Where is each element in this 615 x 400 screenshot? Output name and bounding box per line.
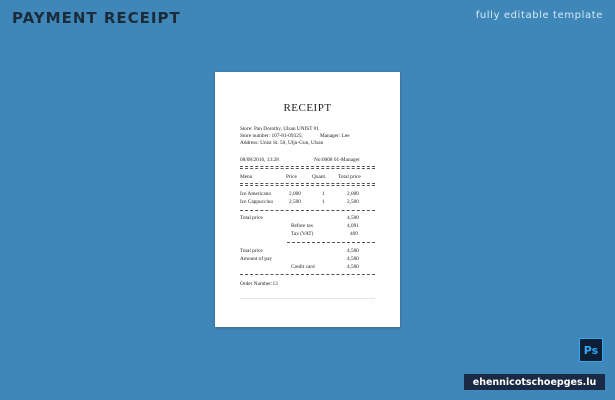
receipt-title: RECEIPT <box>283 102 332 114</box>
item-total: 2,500 <box>347 199 359 205</box>
divider <box>240 168 375 169</box>
store-address: Address: Unist St. 50, Ulju-Gun, Ulsan <box>240 140 324 146</box>
divider <box>240 183 375 184</box>
item-menu: Ice Cappuccino <box>240 199 274 205</box>
item-quantity: 1 <box>322 191 325 197</box>
receipt-datetime: 08/08/2016, 13:28 <box>240 157 279 163</box>
divider <box>240 185 375 186</box>
credit-value: 4,500 <box>347 264 359 270</box>
photoshop-icon: Ps <box>579 338 603 362</box>
before-tax-value: 4,091 <box>347 223 359 229</box>
total-price-value: 4,500 <box>347 248 359 254</box>
amount-value: 4,500 <box>347 256 359 262</box>
column-menu: Menu <box>240 174 253 180</box>
credit-label: Credit card <box>291 264 315 270</box>
column-quantity: Quant. <box>312 174 327 180</box>
item-quantity: 1 <box>322 199 325 205</box>
total-price-label: Total price <box>240 248 263 254</box>
item-total: 2,000 <box>347 191 359 197</box>
divider <box>240 274 375 275</box>
before-tax-label: Before tax <box>291 223 314 229</box>
order-number: Order Number:13 <box>240 281 278 287</box>
total-price-label: Total price <box>240 215 263 221</box>
watermark-banner: ehennicotschoepges.lu <box>464 374 605 390</box>
manager: Manager: Lee <box>320 133 350 139</box>
receipt-number: No:0068 01-Manager <box>314 157 360 163</box>
divider <box>240 166 375 167</box>
page-title: PAYMENT RECEIPT <box>12 9 181 27</box>
receipt-card <box>215 72 400 327</box>
tax-label: Tax (VAT) <box>291 231 314 237</box>
store-line: Store: Pan Dorothy, Ulsan UNIST #1 <box>240 126 320 132</box>
item-menu: Ice Americano <box>240 191 272 197</box>
store-number: Store number: 107-81-09325, <box>240 133 303 139</box>
column-total: Total price <box>338 174 361 180</box>
divider <box>240 298 375 299</box>
total-price-value: 4,500 <box>347 215 359 221</box>
divider <box>287 242 375 243</box>
column-price: Price <box>286 174 297 180</box>
item-price: 2,000 <box>289 191 301 197</box>
page-subtitle: fully editable template <box>475 10 603 21</box>
amount-label: Amount of pay <box>240 256 273 262</box>
item-price: 2,500 <box>289 199 301 205</box>
divider <box>240 210 375 211</box>
tax-value: 409 <box>350 231 358 237</box>
